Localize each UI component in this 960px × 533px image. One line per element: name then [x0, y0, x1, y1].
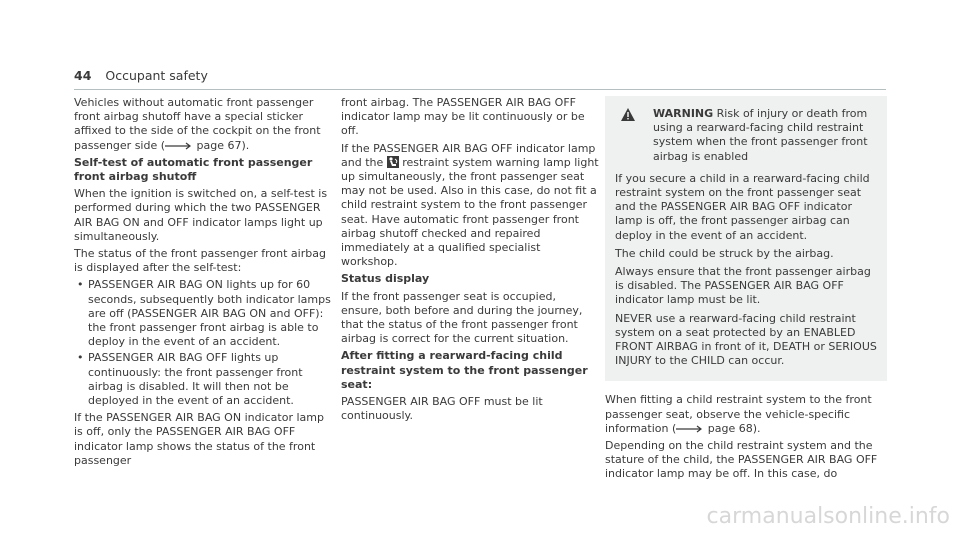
list-item: • PASSENGER AIR BAG OFF lights up continuously: the front passenger front airbag is disabled. It will then not be deployed in the event of an accident.: [74, 351, 336, 408]
warning-title: Risk of injury or death from using a rearward-facing child restraint system when the front passenger front airbag is enabled: [653, 107, 868, 163]
must-be-lit-paragraph: PASSENGER AIR BAG OFF must be lit continuously.: [341, 395, 543, 423]
status-display-paragraph: If the front passenger seat is occupied, ensure, both before and during the journey, that the status of the front passenger front airbag is correct for the current situation.: [341, 289, 583, 346]
page-reference-arrow-icon: [676, 425, 704, 433]
status-list: [74, 278, 336, 408]
warning-paragraph: Always ensure that the front passenger airbag is disabled. The PASSENGER AIR BAG OFF indicator lamp must be lit.: [615, 265, 871, 307]
warning-paragraph: The child could be struck by the airbag.: [615, 246, 834, 260]
page-reference-link[interactable]: page 67: [196, 138, 242, 152]
warning-box: [605, 96, 887, 381]
watermark-logo: [612, 501, 952, 529]
warning-lamp-paragraph: If the PASSENGER AIR BAG OFF indicator lamp and the restraint system warning lamp light up simultaneously, the front passenger seat may not be used. Also in this case, do not fit a child restraint system to the front passenger seat. Have automatic front passenger front airbag shutoff checked and repaired immediately at a qualified specialist workshop.: [341, 141, 599, 269]
self-test-paragraph: When the ignition is switched on, a self-test is performed during which the two PASSENGER AIR BAG ON and OFF indicator lamps light up simultaneously.: [74, 187, 328, 243]
restraint-system-icon: [387, 156, 399, 168]
column-left: [74, 96, 336, 471]
subheading: Status display: [341, 272, 430, 286]
fitting-paragraph: When fitting a child restraint system to the front passenger seat, observe the vehicle-specific information ( page 68).: [605, 393, 872, 435]
status-paragraph: The status of the front passenger front airbag is displayed after the self-test:: [74, 247, 326, 275]
warning-paragraph: NEVER use a rearward-facing child restraint system on a seat protected by an ENABLED FRONT AIRBAG in front of it, DEATH or SERIOUS INJURY to the CHILD can occur.: [615, 311, 877, 368]
page-number: 44: [74, 68, 92, 83]
stature-paragraph: Depending on the child restraint system and the stature of the child, the PASSENGER AIR BAG OFF indicator lamp may be off. In this case, do: [605, 439, 878, 481]
list-item: • PASSENGER AIR BAG ON lights up for 60 seconds, subsequently both indicator lamps are off (PASSENGER AIR BAG ON and OFF): the front passenger front airbag is able to deploy in the event of an accident.: [74, 278, 336, 349]
page-reference-link[interactable]: page 68: [707, 421, 753, 435]
warning-header: [615, 107, 877, 164]
warning-paragraph: If you secure a child in a rearward-facing child restraint system on the front passenger seat and the PASSENGER AIR BAG OFF indicator lamp is off, the front passenger airbag can deploy in the event of an accident.: [615, 171, 870, 242]
subheading: After fitting a rearward-facing child restraint system to the front passenger seat:: [341, 349, 588, 391]
page-header: [74, 68, 208, 83]
header-divider: [74, 89, 886, 90]
column-middle: [341, 96, 599, 426]
watermark-text: carmanualsonline.info: [706, 504, 950, 529]
subheading: Self-test of automatic front passenger front airbag shutoff: [74, 155, 313, 184]
warning-triangle-icon: [621, 108, 635, 121]
continuation-paragraph: front airbag. The PASSENGER AIR BAG OFF indicator lamp may be lit continuously or be off.: [341, 96, 585, 138]
column-right: [605, 96, 887, 485]
page-reference-arrow-icon: [165, 142, 193, 150]
intro-paragraph: Vehicles without automatic front passenger front airbag shutoff have a special sticker affixed to the side of the cockpit on the front passenger side ( page 67).: [74, 96, 321, 152]
indicator-paragraph: If the PASSENGER AIR BAG ON indicator lamp is off, only the PASSENGER AIR BAG OFF indicator lamp shows the status of the front passenger: [74, 411, 324, 467]
warning-label: WARNING: [653, 107, 714, 120]
section-title: Occupant safety: [105, 68, 208, 83]
